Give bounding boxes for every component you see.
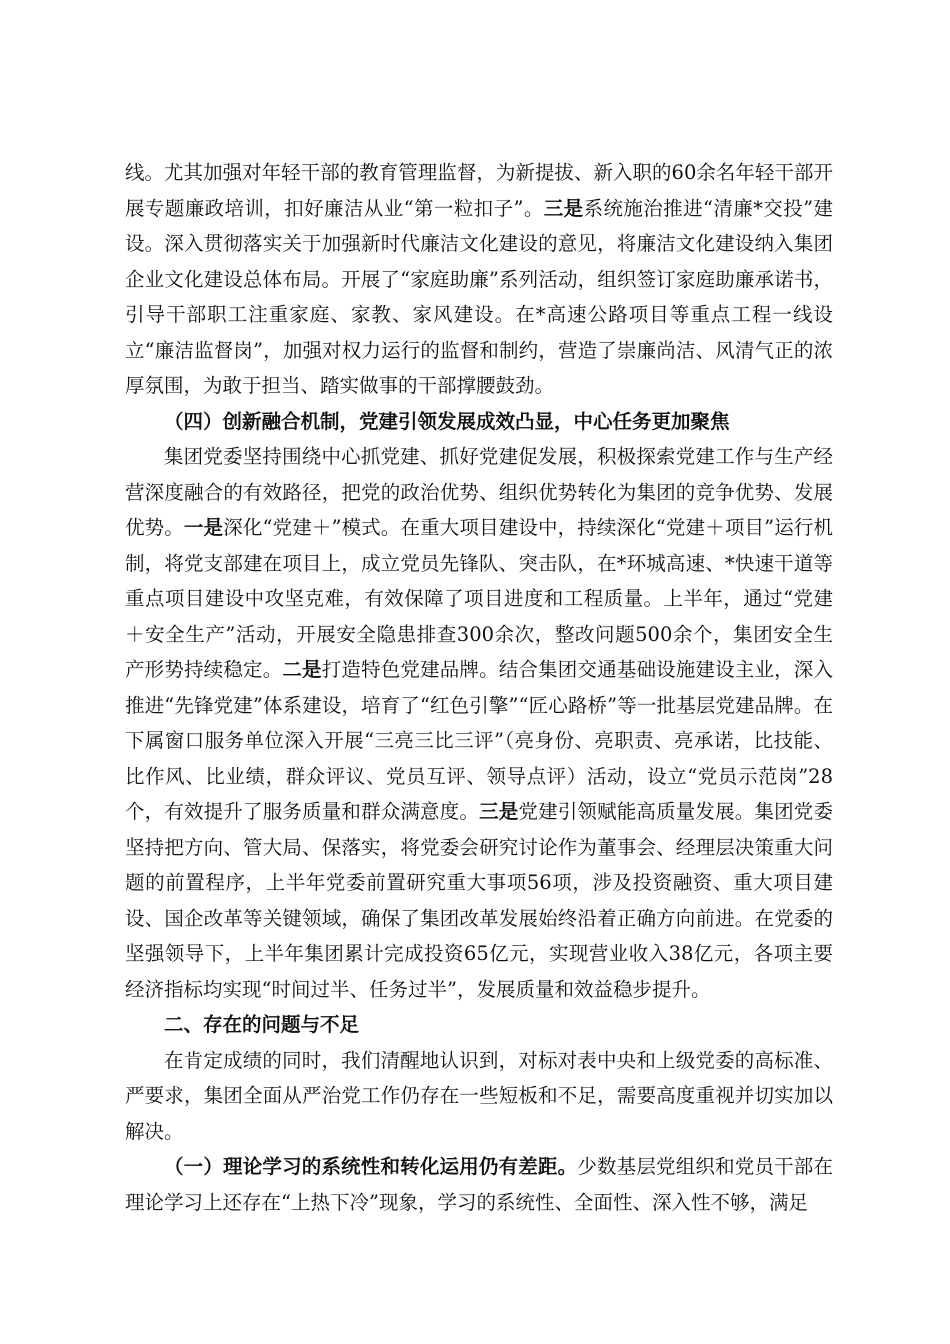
paragraph-text: 党建引领赋能高质量发展。集团党委坚持把方向、管大局、保落实，将党委会研究讨论作为董事会、经理层决策重大问题的前置程序，上半年党委前置研究重大事项56项，涉及投资融资、重大项目建设、国企改革等关键领域，确保了集团改革发展始终沿着正确方向前进。在党委的坚强领导下，上半年集团累计完成投资65亿元，实现营业收入38亿元，各项主要经济指标均实现“时间过半、任务过半”，发展质量和效益稳步提升。	[125, 800, 833, 1001]
emphasis-label: 一是	[183, 516, 224, 539]
paragraph-party-building-integration	[125, 439, 833, 1007]
emphasis-label: 三是	[543, 196, 584, 220]
paragraph-text: 集团党委坚持围绕中心抓党建、抓好党建促发展，积极探索党建工作与生产经营深度融合的有效路径，把党的政治优势、组织优势转化为集团的竞争优势、发展优势。	[125, 445, 833, 539]
emphasis-label: 二是	[282, 658, 322, 681]
paragraph-text: 线。尤其加强对年轻干部的教育管理监督，为新提拔、新入职的60余名年轻干部开展专题廉政培训，扣好廉洁从业“第一粒扣子”。	[125, 161, 833, 220]
paragraph-text: 深化“党建＋”模式。在重大项目建设中，持续深化“党建＋项目”运行机制，将党支部建在项目上，成立党员先锋队、突击队，在*环城高速、*快速干道等重点项目建设中攻坚克难，有效保障了项目进度和工程质量。上半年，通过“党建＋安全生产”活动，开展安全隐患排查300余次，整改问题500余个，集团安全生产形势持续稳定。	[125, 516, 833, 681]
paragraph-text: 少数基层党组织和党员干部在理论学习上还存在“上热下冷”现象，学习的系统性、全面性、深入性不够，满足	[125, 1155, 833, 1214]
emphasis-label: 三是	[479, 800, 519, 823]
paragraph-text: 打造特色党建品牌。结合集团交通基础设施建设主业，深入推进“先锋党建”体系建设，培育了“红色引擎”“匠心路桥”等一批基层党建品牌。在下属窗口服务单位深入开展“三亮三比三评”（亮身份、亮职责、亮承诺，比技能、比作风、比业绩，群众评议、党员互评、领导点评）活动，设立“党员示范岗”28个，有效提升了服务质量和群众满意度。	[125, 658, 833, 823]
document-page	[125, 155, 833, 1220]
paragraph-problem-1	[125, 1149, 833, 1220]
paragraph-text: 系统施治推进“清廉*交投”建设。深入贯彻落实关于加强新时代廉洁文化建设的意见，将廉洁文化建设纳入集团企业文化建设总体布局。开展了“家庭助廉”系列活动，组织签订家庭助廉承诺书，引导干部职工注重家庭、家教、家风建设。在*高速公路项目等重点工程一线设立“廉洁监督岗”，加强对权力运行的监督和制约，营造了崇廉尚洁、风清气正的浓厚氛围，为敢于担当、踏实做事的干部撑腰鼓劲。	[125, 196, 833, 397]
section-heading-2: 二、存在的问题与不足	[164, 1013, 360, 1036]
subsection-heading-4: （四）创新融合机制，党建引领发展成效凸显，中心任务更加聚焦	[164, 409, 730, 433]
paragraph-integrity-culture	[125, 155, 833, 404]
paragraph-problems-intro: 在肯定成绩的同时，我们清醒地认识到，对标对表中央和上级党委的高标准、严要求，集团全面从严治党工作仍存在一些短板和不足，需要高度重视并切实加以解决。	[125, 1048, 833, 1143]
emphasis-label: （一）理论学习的系统性和转化运用仍有差距。	[164, 1155, 578, 1178]
